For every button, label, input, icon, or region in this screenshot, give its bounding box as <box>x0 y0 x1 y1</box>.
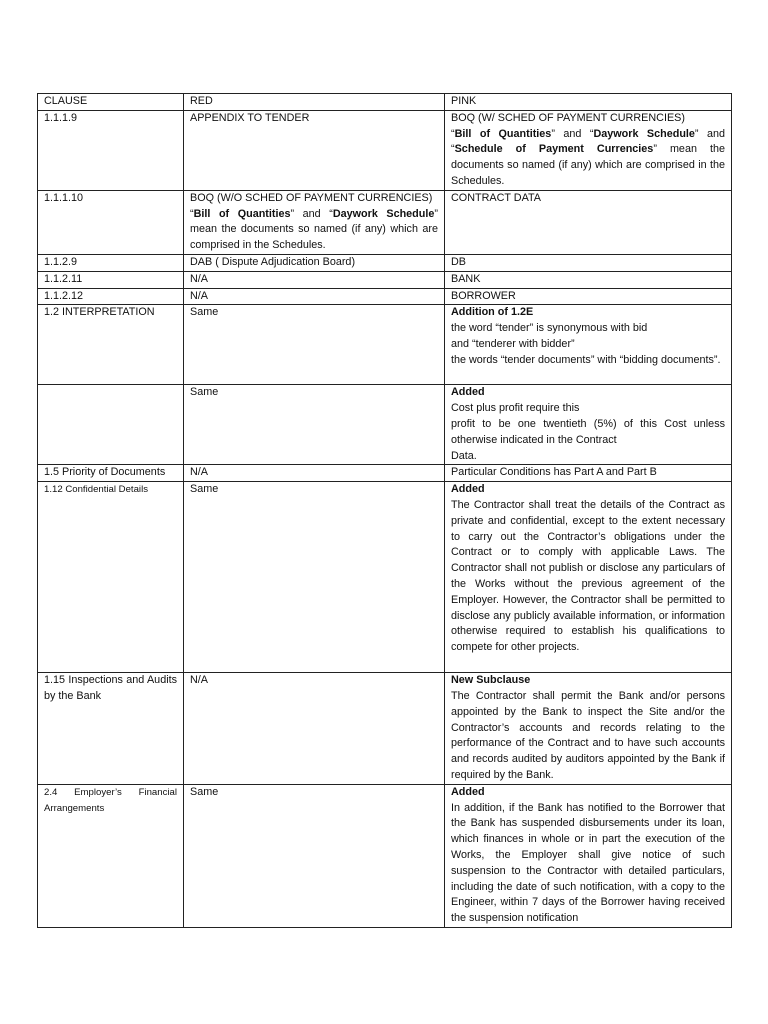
defined-term: Bill of Quantities <box>193 207 291 220</box>
pink-body: The Contractor shall treat the details of the Contract as private and confidential, except to the extent necessary to carry out the Contractor’s obligations under the Contract or to comply with applicable Laws. The Contractor shall not publish or disclose any particulars of the Works without the previous agreement of the Employer. However, the Contractor shall be permitted to disclose any publicly available information, or information otherwise required to establish his qualifications to compete for other projects. <box>451 498 725 654</box>
header-clause: CLAUSE <box>38 94 184 111</box>
header-pink: PINK <box>445 94 732 111</box>
pink-cell <box>445 673 732 785</box>
red-line: BOQ (W/O SCHED OF PAYMENT CURRENCIES) <box>190 191 433 204</box>
table-row <box>38 784 732 927</box>
red-cell: Same <box>184 305 445 385</box>
defined-term: Daywork Schedule <box>593 127 695 140</box>
clause-cell: 1.1.2.11 <box>38 271 184 288</box>
defined-term: Bill of Quantities <box>454 127 552 140</box>
table-row <box>38 190 732 254</box>
definition-text: ” mean the documents so named (if any) which are comprised in the Schedules. <box>190 207 438 252</box>
quote: “ <box>451 127 455 140</box>
pink-heading: Added <box>451 785 485 798</box>
red-cell <box>184 190 445 254</box>
table-row <box>38 288 732 305</box>
red-cell: DAB ( Dispute Adjudication Board) <box>184 254 445 271</box>
clause-cell: 1.1.1.10 <box>38 190 184 254</box>
red-cell: N/A <box>184 673 445 785</box>
red-cell: N/A <box>184 465 445 482</box>
pink-cell <box>445 784 732 927</box>
red-cell: N/A <box>184 271 445 288</box>
table-row <box>38 254 732 271</box>
pink-cell <box>445 385 732 465</box>
clause-cell: 1.2 INTERPRETATION <box>38 305 184 385</box>
pink-cell: CONTRACT DATA <box>445 190 732 254</box>
red-cell: Same <box>184 784 445 927</box>
pink-heading: Added <box>451 483 485 496</box>
pink-line: Data. <box>451 449 477 462</box>
pink-heading: Added <box>451 386 485 399</box>
pink-cell <box>445 305 732 385</box>
pink-cell <box>445 482 732 673</box>
red-cell: N/A <box>184 288 445 305</box>
clause-cell: 1.5 Priority of Documents <box>38 465 184 482</box>
pink-cell: Particular Conditions has Part A and Part B <box>445 465 732 482</box>
table-row <box>38 385 732 465</box>
red-cell: Same <box>184 385 445 465</box>
red-cell: APPENDIX TO TENDER <box>184 110 445 190</box>
defined-term: Schedule of Payment Currencies <box>454 143 654 156</box>
connector-text: ” and “ <box>451 127 725 156</box>
pink-heading: Addition of 1.2E <box>451 306 534 319</box>
pink-body: The Contractor shall permit the Bank and/or persons appointed by the Bank to inspect the Site and/or the Contractor’s accounts and records relating to the performance of the Contract and to have such accounts and records audited by auditors appointed by the Bank if required by the Bank. <box>451 689 725 781</box>
table-row <box>38 305 732 385</box>
connector-text: ” and “ <box>290 207 333 220</box>
clause-cell <box>38 385 184 465</box>
table-row <box>38 465 732 482</box>
header-red: RED <box>184 94 445 111</box>
connector-text: ” and “ <box>551 127 594 140</box>
red-cell: Same <box>184 482 445 673</box>
defined-term: Daywork Schedule <box>332 207 435 220</box>
clause-cell: 1.15 Inspections and Audits by the Bank <box>38 673 184 785</box>
definition-text: ” mean the documents so named (if any) which are comprised in the Schedules. <box>451 143 725 187</box>
table-row <box>38 110 732 190</box>
pink-heading: New Subclause <box>451 674 531 687</box>
comparison-table <box>37 93 732 928</box>
clause-cell: 2.4 Employer’s Financial Arrangements <box>38 784 184 927</box>
pink-line: the word “tender” is synonymous with bid <box>451 322 648 335</box>
clause-cell: 1.1.1.9 <box>38 110 184 190</box>
pink-cell <box>445 110 732 190</box>
pink-line: Cost plus profit require this <box>451 402 580 415</box>
pink-body: In addition, if the Bank has notified to the Borrower that the Bank has suspended disbursements under its loan, which finances in whole or in part the execution of the Works, the Employer shall give notice of such suspension to the Contractor with detailed particulars, including the date of such notification, with a copy to the Engineer, within 7 days of the Borrower having received the suspension notification <box>451 801 725 925</box>
table-row <box>38 271 732 288</box>
pink-line: the words “tender documents” with “bidding documents”. <box>451 353 721 366</box>
table-row <box>38 482 732 673</box>
clause-cell: 1.1.2.9 <box>38 254 184 271</box>
pink-line: and “tenderer with bidder” <box>451 337 575 350</box>
table-row <box>38 673 732 785</box>
clause-cell: 1.12 Confidential Details <box>38 482 184 673</box>
pink-line: BOQ (W/ SCHED OF PAYMENT CURRENCIES) <box>451 111 685 124</box>
pink-cell: DB <box>445 254 732 271</box>
table-header-row <box>38 94 732 111</box>
pink-cell: BANK <box>445 271 732 288</box>
pink-line: profit to be one twentieth (5%) of this Cost unless otherwise indicated in the Contract <box>451 417 725 446</box>
quote: “ <box>190 207 194 220</box>
pink-cell: BORROWER <box>445 288 732 305</box>
clause-cell: 1.1.2.12 <box>38 288 184 305</box>
